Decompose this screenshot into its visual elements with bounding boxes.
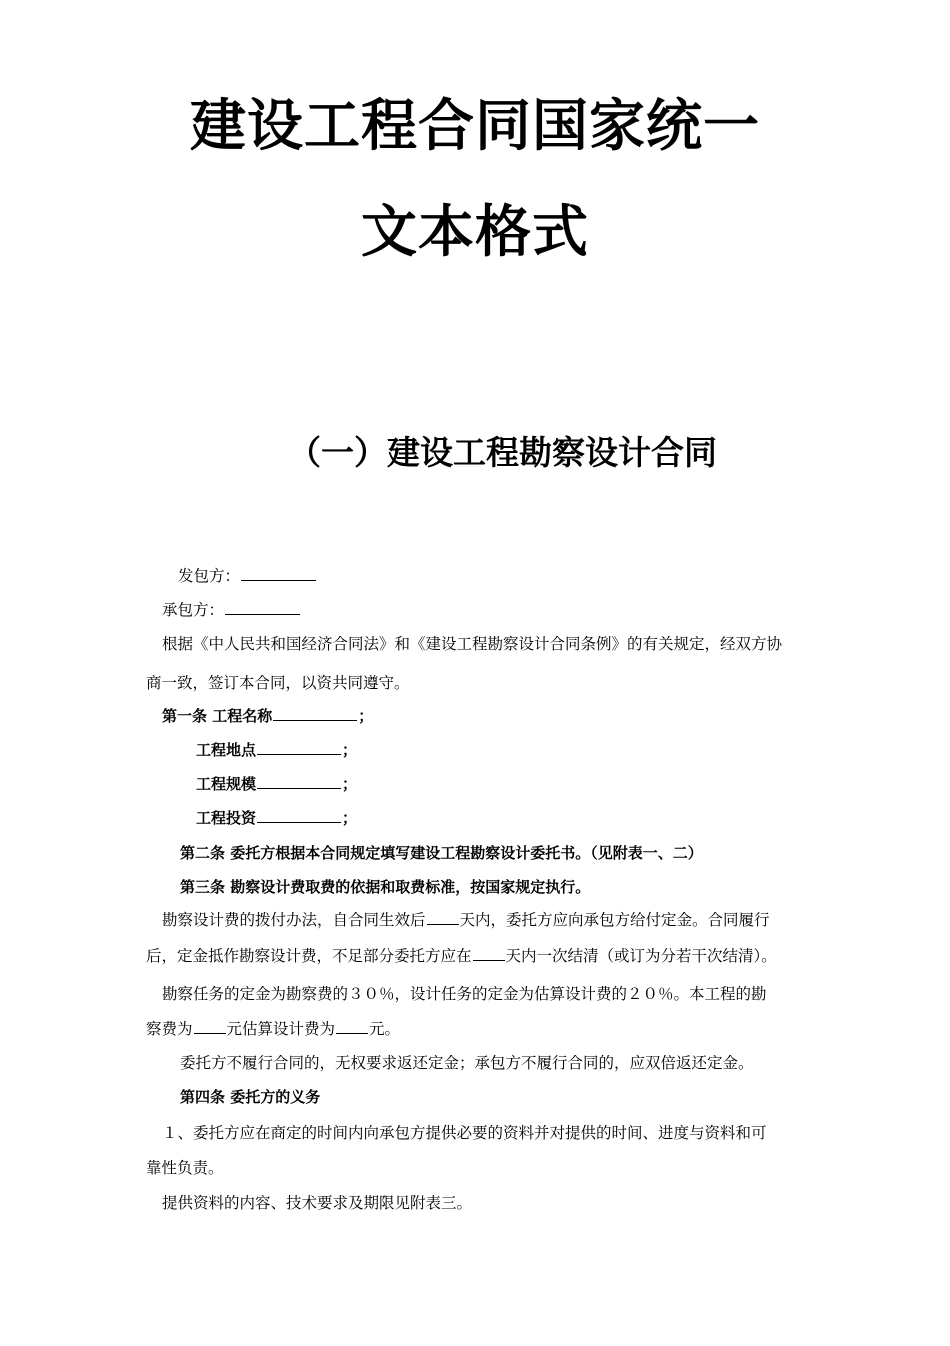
project-investment-label: 工程投资 [196, 809, 257, 827]
design-fee-blank[interactable] [336, 1019, 368, 1034]
duty1-note: 提供资料的内容、技术要求及期限见附表三。 [162, 1194, 473, 1212]
document-title-line2: 文本格式 [361, 200, 589, 265]
payment-text-b: 天内，委托方应向承包方给付定金。合同履行 [459, 911, 770, 929]
project-location-blank[interactable] [257, 740, 341, 755]
project-name-blank[interactable] [273, 706, 357, 721]
semicolon: ； [342, 741, 358, 759]
settlement-days-blank[interactable] [473, 946, 505, 961]
article2-line: 第二条 委托方根据本合同规定填写建设工程勘察设计委托书。（见附表一、二） [180, 844, 703, 862]
party-b-label: 承包方： [162, 601, 225, 619]
project-investment-line [196, 808, 357, 828]
default-clause: 委托方不履行合同的，无权要求返还定金；承包方不履行合同的，应双倍返还定金。 [180, 1054, 754, 1072]
intro-line1: 根据《中人民共和国经济合同法》和《建设工程勘察设计合同条例》的有关规定，经双方协 [162, 635, 783, 653]
article1-label: 第一条 工程名称 [162, 707, 273, 725]
payment-text-a: 勘察设计费的拨付办法，自合同生效后 [162, 911, 426, 929]
payment-text-c: 后，定金抵作勘察设计费，不足部分委托方应在 [146, 947, 472, 965]
project-investment-blank[interactable] [257, 808, 341, 823]
payment-text-d: 天内一次结清（或订为分若干次结清）。 [505, 947, 777, 965]
deposit-text-c: 元。 [369, 1020, 401, 1038]
survey-fee-blank[interactable] [194, 1019, 226, 1034]
project-scale-blank[interactable] [257, 774, 341, 789]
document-title-line1: 建设工程合同国家统一 [190, 94, 760, 159]
article4-line: 第四条 委托方的义务 [180, 1088, 321, 1106]
party-a-line [178, 566, 317, 586]
deposit-text-b: 元估算设计费为 [226, 1020, 336, 1038]
party-a-label: 发包方： [178, 567, 241, 585]
deposit-text-a: 察费为 [146, 1020, 193, 1038]
semicolon: ； [358, 707, 374, 725]
article1-line [162, 706, 373, 726]
semicolon: ； [342, 809, 358, 827]
section-title: （一）建设工程勘察设计合同 [288, 433, 717, 472]
semicolon: ； [342, 775, 358, 793]
payment-days-blank[interactable] [427, 910, 459, 925]
project-location-label: 工程地点 [196, 741, 257, 759]
project-scale-line [196, 774, 357, 794]
party-a-blank[interactable] [241, 566, 316, 581]
project-scale-label: 工程规模 [196, 775, 257, 793]
payment-line2 [146, 946, 777, 966]
party-b-line [162, 600, 301, 620]
party-b-blank[interactable] [225, 600, 300, 615]
duty1-line2: 靠性负责。 [146, 1159, 224, 1177]
project-location-line [196, 740, 357, 760]
intro-line2: 商一致，签订本合同，以资共同遵守。 [146, 674, 410, 692]
article3-line: 第三条 勘察设计费取费的依据和取费标准，按国家规定执行。 [180, 878, 591, 896]
deposit-line1: 勘察任务的定金为勘察费的３０％，设计任务的定金为估算设计费的２０％。本工程的勘 [162, 985, 767, 1003]
deposit-line2 [146, 1019, 400, 1039]
payment-line1 [162, 910, 770, 930]
duty1-line1: １、委托方应在商定的时间内向承包方提供必要的资料并对提供的时间、进度与资料和可 [162, 1124, 767, 1142]
